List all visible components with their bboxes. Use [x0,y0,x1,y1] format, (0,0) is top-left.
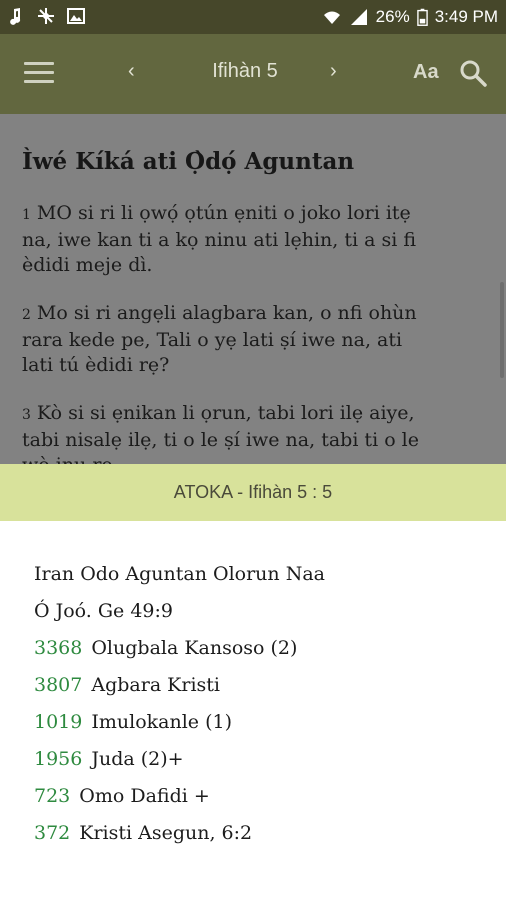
search-icon[interactable] [458,58,488,88]
reader-content [0,114,506,464]
verse-line [22,301,477,328]
menu-icon-bar [24,80,54,83]
hymn-number: 1019 [34,711,83,733]
hymn-link[interactable] [34,711,232,733]
verse-line: na, iwe kan ti a kọ ninu ati lẹhin, ti a si fi [22,229,417,251]
reference-panel [0,521,506,900]
hymn-link[interactable] [34,785,210,807]
verse-text: MO si ri li ọwọ́ ọtún ẹniti o joko lori itẹ [36,202,411,224]
status-bar [0,0,506,34]
reference-line [34,563,325,585]
chapter-title[interactable]: Ifihàn 5 [212,60,278,82]
verse-text: Kò si si ẹnikan li ọrun, tabi lori ilẹ aiye, [36,402,415,424]
reference-text: Iran Odo Aguntan Olorun Naa [34,563,325,585]
verse-2[interactable] [22,301,477,378]
hymn-number: 1956 [34,748,83,770]
reference-panel-header [0,464,506,521]
system-icons [322,7,498,27]
hymn-link[interactable] [34,674,220,696]
signal-icon [349,7,369,27]
hymn-number: 723 [34,785,71,807]
battery-icon [417,7,428,27]
hymn-link[interactable] [34,637,297,659]
menu-button[interactable] [24,62,54,86]
image-icon [66,6,86,26]
reference-text: Ó Joó. Ge 49:9 [34,600,173,622]
hymn-title: Kristi Asegun, 6:2 [79,822,253,844]
hymn-title: Agbara Kristi [91,674,220,696]
hymn-title: Imulokanle (1) [91,711,232,733]
scrollbar[interactable] [500,282,504,378]
verse-line: tabi nisalẹ ilẹ, ti o le ṣí iwe na, tabi ti o le [22,429,419,451]
music-note-icon [6,6,26,26]
hymn-number: 3368 [34,637,83,659]
verse-line: lati tú èdidi rẹ? [22,354,170,376]
verse-text: Mo si ri angẹli alagbara kan, o nfi ohùn [36,302,417,324]
hymn-title: Omo Dafidi + [79,785,210,807]
hymn-title: Olugbala Kansoso (2) [91,637,298,659]
hymn-number: 372 [34,822,71,844]
verse-1[interactable] [22,201,477,278]
verse-line [22,201,477,228]
hymn-link[interactable] [34,822,252,844]
hymn-title: Juda (2)+ [91,748,184,770]
verse-line: èdidi meje dì. [22,254,153,276]
verse-line [22,401,477,428]
menu-icon-bar [24,62,54,65]
clock: 3:49 PM [434,7,498,26]
reference-line[interactable] [34,600,173,622]
battery-percent: 26% [375,7,410,26]
verse-number: 1 [22,207,31,223]
app-bar [0,34,506,114]
verse-number: 2 [22,307,31,323]
next-chapter-button[interactable]: › [330,60,337,82]
menu-icon-bar [24,71,54,74]
verse-number: 3 [22,407,31,423]
wifi-icon [322,7,342,27]
bluetooth-share-icon [36,6,56,26]
section-heading: Ìwé Kíká ati Ọ̀dọ́ Aguntan [22,148,355,175]
font-size-button[interactable]: Aa [413,61,439,83]
notification-icons [6,6,86,26]
hymn-link[interactable] [34,748,184,770]
verse-line: rara kede pe, Tali o yẹ lati ṣí iwe na, ati [22,329,403,351]
hymn-number: 3807 [34,674,83,696]
reference-panel-title: ATOKA - Ifihàn 5 : 5 [173,482,333,502]
previous-chapter-button[interactable]: ‹ [128,60,135,82]
